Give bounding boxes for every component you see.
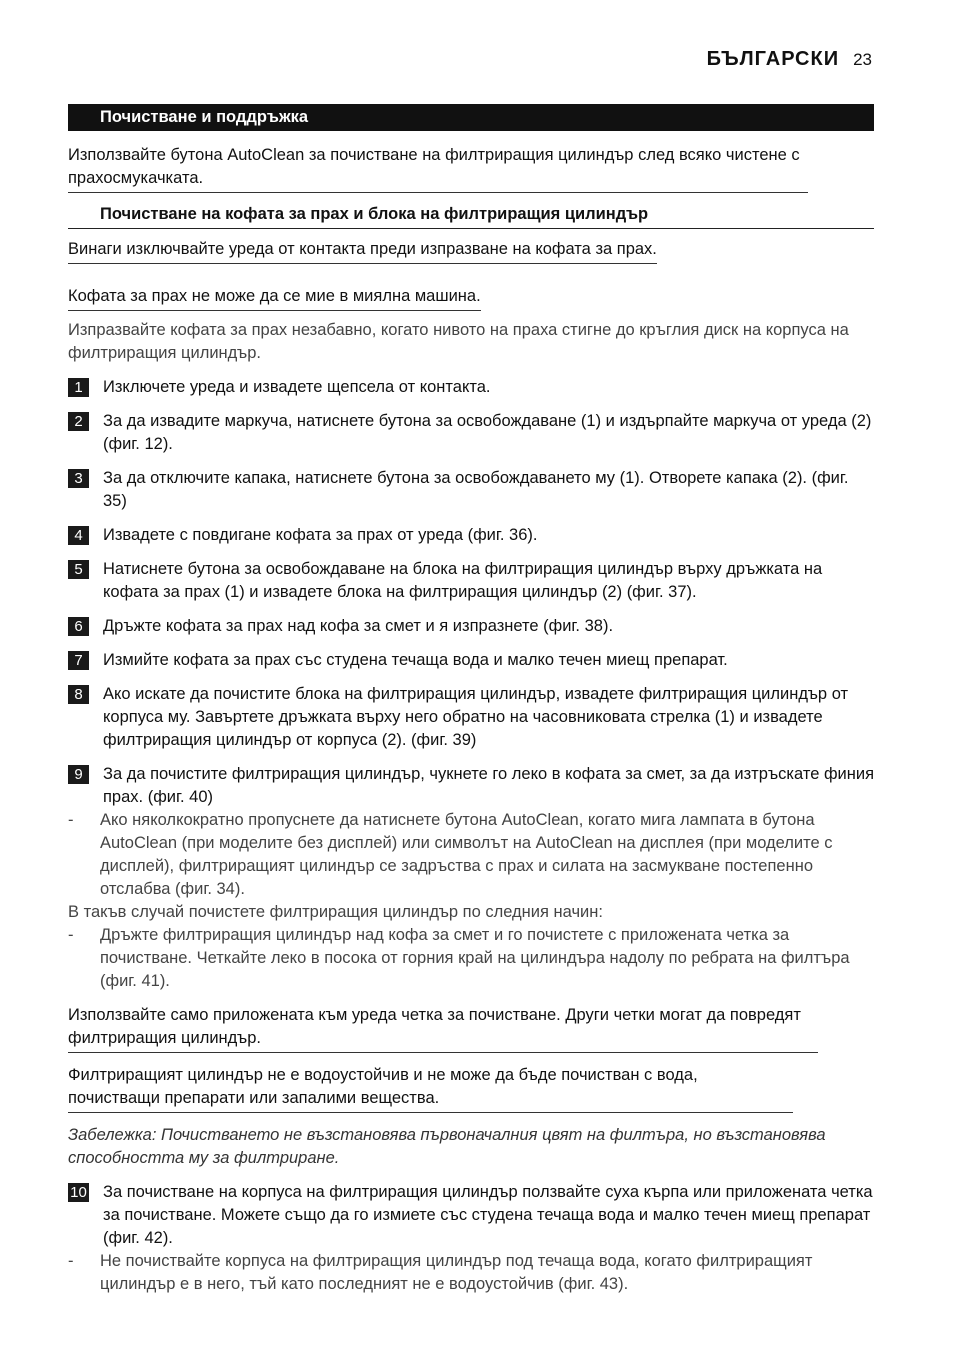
subsection-title: Почистване на кофата за прах и блока на филтриращия цилиндър bbox=[68, 203, 874, 229]
dash-note-text: Дръжте филтриращия цилиндър над кофа за смет и го почистете с приложената четка за почистване. Четкайте леко в посока от горния край на цилиндъра надолу по ребрата на филтъра (фиг. 41). bbox=[100, 926, 850, 990]
step-text: Изключете уреда и извадете щепсела от контакта. bbox=[103, 378, 491, 396]
section-title: Почистване и поддръжка bbox=[68, 104, 874, 131]
step-number: 4 bbox=[68, 526, 89, 545]
intro-text: Използвайте бутона AutoClean за почистване на филтриращия цилиндър след всяко чистене с прахосмукачката. bbox=[68, 144, 808, 193]
step-1 bbox=[68, 376, 874, 399]
dash-marker: - bbox=[68, 811, 74, 829]
step-text: За да извадите маркуча, натиснете бутона за освобождаване (1) и издърпайте маркуча от уреда (2) (фиг. 12). bbox=[103, 412, 872, 453]
step-number: 5 bbox=[68, 560, 89, 579]
warning-brush: Използвайте само приложената към уреда четка за почистване. Други четки могат да повредят филтриращия цилиндър. bbox=[68, 1004, 818, 1053]
dash-marker: - bbox=[68, 926, 74, 944]
step-10 bbox=[68, 1181, 874, 1250]
dash-note-brush bbox=[68, 924, 874, 993]
step-text: Ако искате да почистите блока на филтриращия цилиндър, извадете филтриращия цилиндър от корпуса му. Завъртете дръжката върху него обратно на часовниковата стрелка (1) и извадете филтриращия цилиндър от корпуса (2). (фиг. 39) bbox=[103, 685, 849, 749]
note-text: Забележка: Почистването не възстановява първоначалния цвят на филтъра, но възстановява способността му за филтриране. bbox=[68, 1126, 826, 1167]
step-2 bbox=[68, 410, 874, 456]
step-number: 10 bbox=[68, 1183, 89, 1202]
step-text: За да почистите филтриращия цилиндър, чукнете го леко в кофата за смет, за да изтръскате финия прах. (фиг. 40) bbox=[103, 765, 875, 806]
step-5 bbox=[68, 558, 874, 604]
step-8 bbox=[68, 683, 874, 752]
step-text: Извадете с повдигане кофата за прах от уреда (фиг. 36). bbox=[103, 526, 538, 544]
step-text: Дръжте кофата за прах над кофа за смет и я изпразнете (фиг. 38). bbox=[103, 617, 614, 635]
empty-bin-paragraph: Изпразвайте кофата за прах незабавно, когато нивото на праха стигне до кръглия диск на корпуса на филтриращия цилиндър. bbox=[68, 321, 849, 362]
step-number: 6 bbox=[68, 617, 89, 636]
step-number: 8 bbox=[68, 685, 89, 704]
page-header bbox=[707, 48, 872, 71]
dash-note-autoclean bbox=[68, 809, 874, 901]
dash-marker: - bbox=[68, 1252, 74, 1270]
warning-unplug: Винаги изключвайте уреда от контакта преди изпразване на кофата за прах. bbox=[68, 238, 657, 264]
step-4 bbox=[68, 524, 874, 547]
step-number: 7 bbox=[68, 651, 89, 670]
step-number: 3 bbox=[68, 469, 89, 488]
step-3 bbox=[68, 467, 874, 513]
step-number: 1 bbox=[68, 378, 89, 397]
warning-dishwasher: Кофата за прах не може да се мие в миялна машина. bbox=[68, 285, 481, 311]
step-number: 2 bbox=[68, 412, 89, 431]
dash-note-text: Не почиствайте корпуса на филтриращия цилиндър под течаща вода, когато филтриращият цилиндър е в него, тъй като последният не е водоустойчив (фиг. 43). bbox=[100, 1252, 813, 1293]
dash-note-housing bbox=[68, 1250, 874, 1296]
step-text: Измийте кофата за прах със студена течаща вода и малко течен миещ препарат. bbox=[103, 651, 728, 669]
case-text: В такъв случай почистете филтриращия цилиндър по следния начин: bbox=[68, 903, 603, 921]
dash-note-text: Ако няколкократно пропуснете да натиснете бутона AutoClean, когато мига лампата в бутона AutoClean (при моделите без дисплей) или символът на AutoClean на дисплея (при моделите с дисплей), филтриращият цилиндър се задръства с прах и силата на засмукване постепенно отслабва (фиг. 34). bbox=[100, 811, 833, 898]
warning-water: Филтриращият цилиндър не е водоустойчив и не може да бъде почистван с вода, почистващи препарати или запалими вещества. bbox=[68, 1064, 793, 1113]
language-label: БЪЛГАРСКИ bbox=[706, 48, 840, 70]
step-text: За почистване на корпуса на филтриращия цилиндър ползвайте суха кърпа или приложената четка за почистване. Можете също да го измиете със студена течаща вода и малко течен миещ препарат (фиг. 42). bbox=[103, 1183, 873, 1247]
step-7 bbox=[68, 649, 874, 672]
step-9 bbox=[68, 763, 874, 809]
step-6 bbox=[68, 615, 874, 638]
page-content bbox=[68, 104, 874, 1296]
page-number: 23 bbox=[853, 50, 872, 69]
step-text: За да отключите капака, натиснете бутона за освобождаването му (1). Отворете капака (2). (фиг. 35) bbox=[103, 469, 849, 510]
step-number: 9 bbox=[68, 765, 89, 784]
step-text: Натиснете бутона за освобождаване на блока на филтриращия цилиндър върху дръжката на кофата за прах (1) и извадете блока на филтриращия цилиндър (2) (фиг. 37). bbox=[103, 560, 823, 601]
